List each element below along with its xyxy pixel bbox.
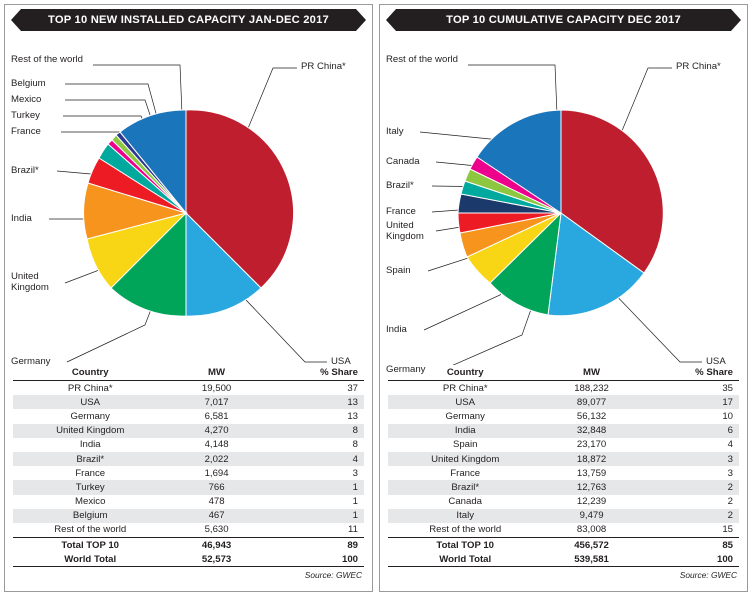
cell-share: 13	[347, 396, 358, 408]
table-row	[13, 395, 364, 409]
cell-country: PR China*	[67, 382, 113, 394]
table-row	[388, 452, 739, 466]
cell-share: 1	[352, 510, 358, 522]
cell-share: 10	[722, 410, 733, 422]
pie-svg-right	[380, 35, 747, 365]
pie-label-rest-of-world: Rest of the world	[386, 54, 458, 65]
cell-country: Spain	[452, 439, 478, 451]
cell-share: 3	[727, 467, 733, 479]
cell-share: 4	[727, 439, 733, 451]
cell-country: PR China*	[442, 382, 488, 394]
table-head-right	[388, 365, 739, 381]
cell-country: Mexico	[75, 496, 106, 508]
cell-mw: 9,479	[579, 510, 604, 522]
cell-share: 3	[352, 467, 358, 479]
cell-share: 85	[641, 538, 739, 553]
table-row	[13, 381, 364, 396]
cell-share: 13	[347, 410, 358, 422]
data-table-wrap-left	[5, 365, 372, 567]
pie-label-brazil: Brazil*	[11, 165, 39, 176]
cell-mw: 539,581	[542, 552, 640, 567]
panel-cumulative-capacity	[379, 4, 748, 592]
pie-label-usa: USA	[706, 356, 726, 367]
cell-mw: 23,170	[576, 439, 607, 451]
cell-share: 1	[352, 481, 358, 493]
data-table-wrap-right	[380, 365, 747, 567]
panel-new-installed-capacity	[4, 4, 373, 592]
cell-mw: 32,848	[576, 425, 607, 437]
pie-label-france: France	[11, 126, 41, 137]
pie-svg-left	[5, 35, 372, 365]
cell-country: Total TOP 10	[388, 538, 542, 553]
cell-share: 11	[348, 524, 358, 536]
pie-label-belgium: Belgium	[11, 78, 46, 89]
table-row	[388, 381, 739, 396]
cell-mw: 1,694	[204, 467, 229, 479]
col-header-country: Country	[388, 365, 542, 381]
cell-share: 8	[352, 425, 358, 437]
cell-mw: 6,581	[204, 410, 229, 422]
table-row	[388, 466, 739, 480]
pie-label-france: France	[386, 206, 416, 217]
pie-label-italy: Italy	[386, 126, 404, 137]
col-header-mw: MW	[542, 365, 640, 381]
cell-mw: 83,008	[576, 524, 607, 536]
cell-country: India	[454, 425, 476, 437]
cell-mw: 89,077	[576, 396, 607, 408]
table-row-world-total	[13, 552, 364, 567]
table-row	[13, 466, 364, 480]
table-row	[13, 409, 364, 423]
cell-mw: 7,017	[204, 396, 229, 408]
pie-label-turkey: Turkey	[11, 110, 40, 121]
pie-label-pr-china: PR China*	[676, 61, 721, 72]
col-header-mw: MW	[167, 365, 265, 381]
table-row	[13, 452, 364, 466]
table-header-row	[388, 365, 739, 381]
cell-share: 100	[641, 552, 739, 567]
cell-mw: 12,763	[576, 481, 607, 493]
cell-mw: 456,572	[542, 538, 640, 553]
cell-mw: 52,573	[167, 552, 265, 567]
data-table-right	[388, 365, 739, 567]
pie-label-spain: Spain	[386, 265, 411, 276]
pie-label-rest-of-world: Rest of the world	[11, 54, 83, 65]
pie-label-united-kingdom: United Kingdom	[386, 220, 424, 242]
cell-mw: 478	[208, 496, 225, 508]
cell-country: Germany	[445, 410, 485, 422]
cell-country: United Kingdom	[56, 425, 125, 437]
table-row	[388, 424, 739, 438]
cell-country: World Total	[388, 552, 542, 567]
table-row	[388, 509, 739, 523]
cell-country: USA	[455, 396, 476, 408]
pie-label-india: India	[11, 213, 32, 224]
table-row	[388, 395, 739, 409]
cell-mw: 766	[208, 481, 225, 493]
pie-label-usa: USA	[331, 356, 351, 367]
cell-share: 37	[347, 382, 358, 394]
cell-share: 6	[727, 425, 733, 437]
cell-country: Brazil*	[451, 481, 480, 493]
table-row	[13, 509, 364, 523]
banner-wrap-right	[386, 9, 741, 35]
cell-country: Rest of the world	[429, 524, 502, 536]
cell-country: Canada	[448, 496, 483, 508]
cell-share: 2	[727, 481, 733, 493]
cell-mw: 188,232	[574, 382, 609, 394]
table-row	[388, 480, 739, 494]
table-row-total-top10	[388, 538, 739, 553]
cell-country: USA	[80, 396, 101, 408]
table-header-row	[13, 365, 364, 381]
pie-chart-new-installed	[5, 35, 372, 365]
table-row	[388, 409, 739, 423]
table-row	[13, 438, 364, 452]
pie-label-germany: Germany	[386, 364, 426, 375]
cell-share: 4	[352, 453, 358, 465]
cell-share: 89	[266, 538, 364, 553]
source-note-left: Source: GWEC	[304, 570, 362, 581]
pie-label-pr-china: PR China*	[301, 61, 346, 72]
table-row	[13, 480, 364, 494]
cell-share: 2	[727, 496, 733, 508]
cell-country: Brazil*	[76, 453, 105, 465]
pie-slices-right	[458, 110, 663, 316]
pie-label-brazil: Brazil*	[386, 180, 414, 191]
table-row	[388, 495, 739, 509]
col-header-country: Country	[13, 365, 167, 381]
table-head-left	[13, 365, 364, 381]
cell-mw: 2,022	[204, 453, 229, 465]
pie-label-india: India	[386, 324, 407, 335]
cell-mw: 19,500	[201, 382, 232, 394]
data-table-left	[13, 365, 364, 567]
cell-mw: 4,148	[204, 439, 229, 451]
pie-label-mexico: Mexico	[11, 94, 42, 105]
table-row	[13, 523, 364, 538]
pie-label-germany: Germany	[11, 356, 51, 367]
cell-country: Germany	[70, 410, 110, 422]
cell-country: Turkey	[75, 481, 105, 493]
table-row	[13, 424, 364, 438]
cell-country: France	[450, 467, 481, 479]
cell-mw: 46,943	[167, 538, 265, 553]
cell-mw: 13,759	[576, 467, 607, 479]
cell-share: 1	[352, 496, 358, 508]
cell-country: World Total	[13, 552, 167, 567]
pie-label-united-kingdom: United Kingdom	[11, 271, 49, 293]
table-body-right	[388, 381, 739, 567]
cell-share: 100	[266, 552, 364, 567]
cell-share: 2	[727, 510, 733, 522]
cell-share: 17	[722, 396, 733, 408]
table-row-world-total	[388, 552, 739, 567]
pie-label-canada: Canada	[386, 156, 420, 167]
table-row-total-top10	[13, 538, 364, 553]
cell-mw: 467	[208, 510, 225, 522]
cell-country: Belgium	[72, 510, 108, 522]
cell-country: United Kingdom	[431, 453, 500, 465]
pie-slices-left	[84, 110, 294, 316]
table-body-left	[13, 381, 364, 567]
col-header-share: % Share	[266, 365, 364, 381]
table-row	[388, 438, 739, 452]
cell-share: 3	[727, 453, 733, 465]
cell-mw: 56,132	[576, 410, 607, 422]
table-row	[13, 495, 364, 509]
col-header-share: % Share	[641, 365, 739, 381]
cell-share: 15	[722, 524, 733, 536]
panel-title-right: TOP 10 CUMULATIVE CAPACITY DEC 2017	[396, 9, 731, 31]
cell-country: France	[75, 467, 106, 479]
panel-title-left: TOP 10 NEW INSTALLED CAPACITY JAN-DEC 2017	[21, 9, 356, 31]
cell-country: Rest of the world	[54, 524, 127, 536]
cell-mw: 4,270	[204, 425, 229, 437]
source-note-right: Source: GWEC	[679, 570, 737, 581]
cell-country: India	[79, 439, 101, 451]
cell-mw: 5,630	[204, 524, 229, 536]
table-row	[388, 523, 739, 538]
cell-mw: 12,239	[576, 496, 607, 508]
cell-share: 35	[722, 382, 733, 394]
cell-mw: 18,872	[576, 453, 607, 465]
cell-country: Total TOP 10	[13, 538, 167, 553]
banner-wrap-left	[11, 9, 366, 35]
cell-country: Italy	[456, 510, 475, 522]
cell-share: 8	[352, 439, 358, 451]
